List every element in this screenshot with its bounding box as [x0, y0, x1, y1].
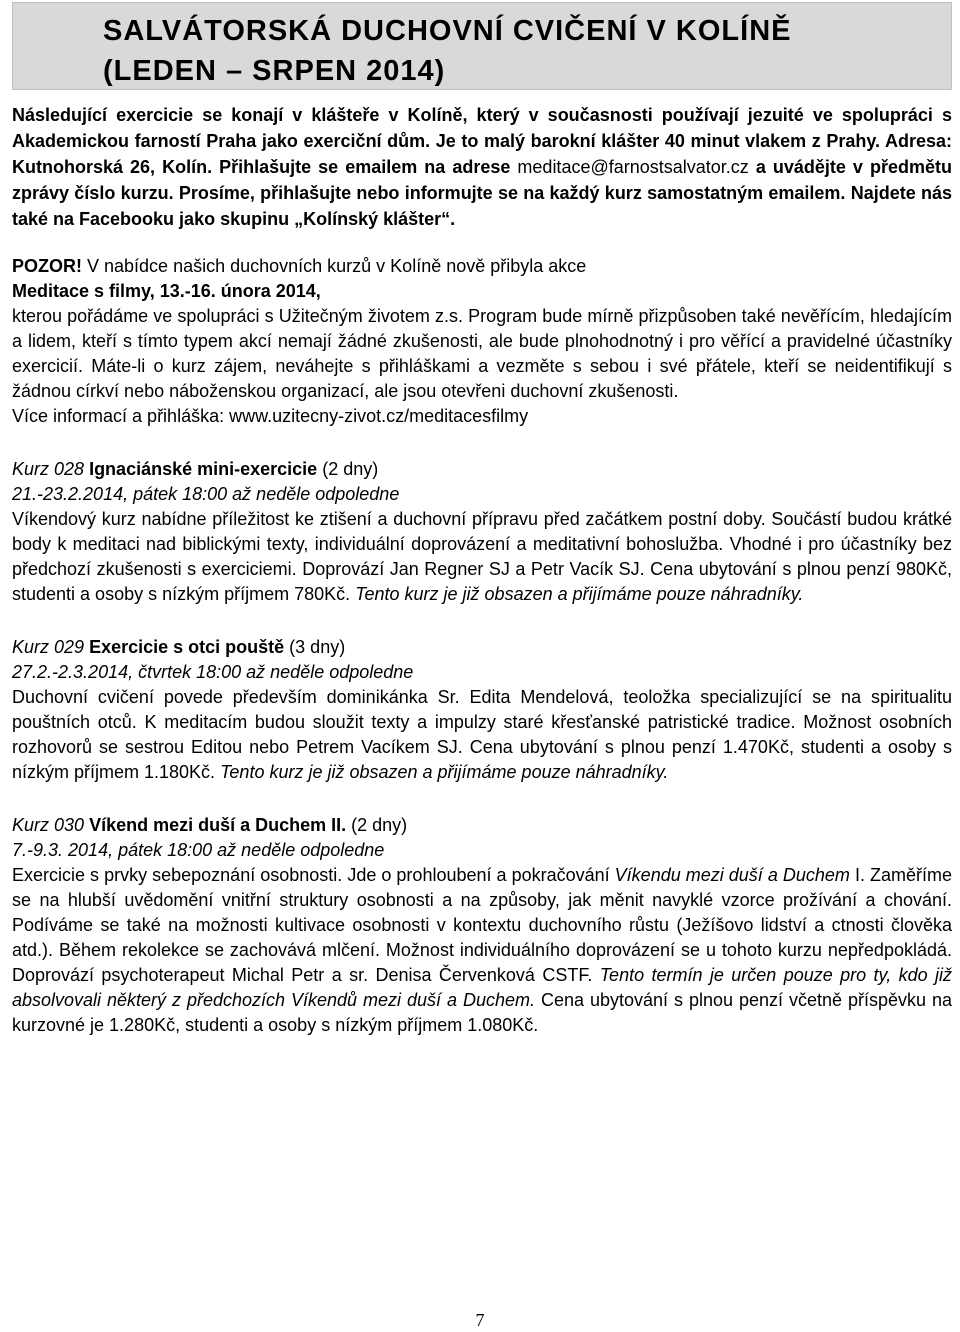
course-duration: (2 dny): [322, 459, 379, 479]
course-heading: [12, 635, 952, 660]
intro-text-continued: a uvádějte v předmětu zprávy číslo kurzu. Prosíme, přihlašujte nebo informujte se na každý kurz samostatným emailem. Najdete nás také na Facebooku jako skupinu „Kolínský klášter“.: [12, 157, 952, 229]
more-info-link: Více informací a přihláška: www.uzitecny-zivot.cz/meditacesfilmy: [12, 406, 529, 426]
course-description: Exercicie s prvky sebepoznání osobnosti. Jde o prohloubení a pokračování Víkendu mezi duší a Duchem I. Zaměříme se na hlubší uvědomění vnitřní struktury osobnosti a na způsoby, jak měnit navyklé vzorce prožívání a chování. Podíváme se také na možnosti kultivace osobnosti v kontextu duchovního růstu (Ježíšovo lidství a ctnosti člověka atd.). Během rekolekce se zachovává mlčení. Možnost individuálního doprovázení se u tohoto kurzu nepředpokládá. Doprovází psychoterapeut Michal Petr a sr. Denisa Červenková CSTF. Tento termín je určen pouze pro ty, kdo již absolvovali některý z předchozích Víkendů mezi duší a Duchem. Cena ubytování s plnou penzí včetně příspěvku na kurzovné je 1.280Kč, studenti a osoby s nízkým příjmem 1.080Kč.: [12, 865, 952, 1035]
course-number: Kurz 030: [12, 815, 85, 835]
course-name: Ignaciánské mini-exercicie: [89, 459, 318, 479]
course-description: Duchovní cvičení povede především dominikánka Sr. Edita Mendelová, teoložka specializující se na spiritualitu pouštních otců. K meditacím budou sloužit texty a impulzy staré křesťanské patristické tradice. Možnost osobních rozhovorů se sestrou Editou nebo Petrem Vacíkem SJ. Cena ubytování s plnou penzí 1.470Kč, studenti a osoby s nízkým příjmem 1.180Kč. Tento kurz je již obsazen a přijímáme pouze náhradníky.: [12, 687, 952, 782]
course-dates: 7.-9.3. 2014, pátek 18:00 až neděle odpoledne: [12, 840, 385, 860]
course-030: [12, 813, 952, 1038]
intro-paragraph: [12, 102, 952, 232]
course-description: Víkendový kurz nabídne příležitost ke ztišení a duchovní přípravu před začátkem postní doby. Součástí budou krátké body k meditaci nad biblickými texty, individuální doprovázení a meditativní bohoslužba. Vhodné i pro účastníky bez předchozí zkušenosti s exerciciemi. Doprovází Jan Regner SJ a Petr Vacík SJ. Cena ubytování s plnou penzí 980Kč, studenti a osoby s nízkým příjmem 780Kč. Tento kurz je již obsazen a přijímáme pouze náhradníky.: [12, 509, 952, 604]
course-dates: 21.-23.2.2014, pátek 18:00 až neděle odpoledne: [12, 484, 400, 504]
notice-description: kterou pořádáme ve spolupráci s Užitečným životem z.s. Program bude mírně přizpůsoben také nevěřícím, hledajícím a lidem, kteří s tímto typem akcí nemají žádné zkušenosti, ale bude plnohodnotný i pro věřící a pravidelné účastníky exercicií. Máte-li o kurz zájem, neváhejte s přihláškami a vezměte s sebou i své přátele, kteří se neidentifikují s žádnou církví nebo náboženskou organizací, ale jsou otevřeni duchovní zkušenosti.: [12, 306, 952, 401]
event-name: Meditace s filmy, 13.-16. února 2014,: [12, 281, 321, 301]
course-number: Kurz 028: [12, 459, 85, 479]
course-heading: [12, 457, 952, 482]
course-heading: [12, 813, 952, 838]
course-number: Kurz 029: [12, 637, 85, 657]
course-dates: 27.2.-2.3.2014, čtvrtek 18:00 až neděle odpoledne: [12, 662, 414, 682]
page-number: 7: [475, 1310, 485, 1330]
notice-label: POZOR!: [12, 256, 82, 276]
intro-text: Následující exercicie se konají v klášteře v Kolíně, který v současnosti používají jezuité ve spolupráci s Akademickou farností Praha jako exerciční dům. Je to malý barokní klášter 40 minut vlakem z Prahy. Adresa: Kutnohorská 26, Kolín. Přihlašujte se emailem na adrese: [12, 105, 952, 177]
course-name: Víkend mezi duší a Duchem II.: [89, 815, 347, 835]
page-title: SALVÁTORSKÁ DUCHOVNÍ CVIČENÍ V KOLÍNĚ: [103, 15, 792, 47]
course-note: Tento termín je určen pouze pro ty, kdo již absolvovali některý z předchozích Víkendů mezi duší a Duchem.: [12, 965, 952, 1010]
intro-section: [12, 102, 952, 232]
title-box: [12, 2, 952, 90]
course-028: [12, 457, 952, 607]
course-note: Tento kurz je již obsazen a přijímáme pouze náhradníky.: [355, 584, 804, 604]
course-029: [12, 635, 952, 785]
document-page: [12, 0, 952, 1038]
course-note: Tento kurz je již obsazen a přijímáme pouze náhradníky.: [220, 762, 669, 782]
page-subtitle: (LEDEN – SRPEN 2014): [103, 55, 446, 87]
course-duration: (3 dny): [289, 637, 346, 657]
course-duration: (2 dny): [351, 815, 408, 835]
notice-text: V nabídce našich duchovních kurzů v Kolíně nově přibyla akce: [82, 256, 587, 276]
notice-line: [12, 254, 952, 279]
contact-email: meditace@farnostsalvator.cz: [517, 157, 749, 177]
notice-section: [12, 254, 952, 429]
course-name: Exercicie s otci pouště: [89, 637, 285, 657]
